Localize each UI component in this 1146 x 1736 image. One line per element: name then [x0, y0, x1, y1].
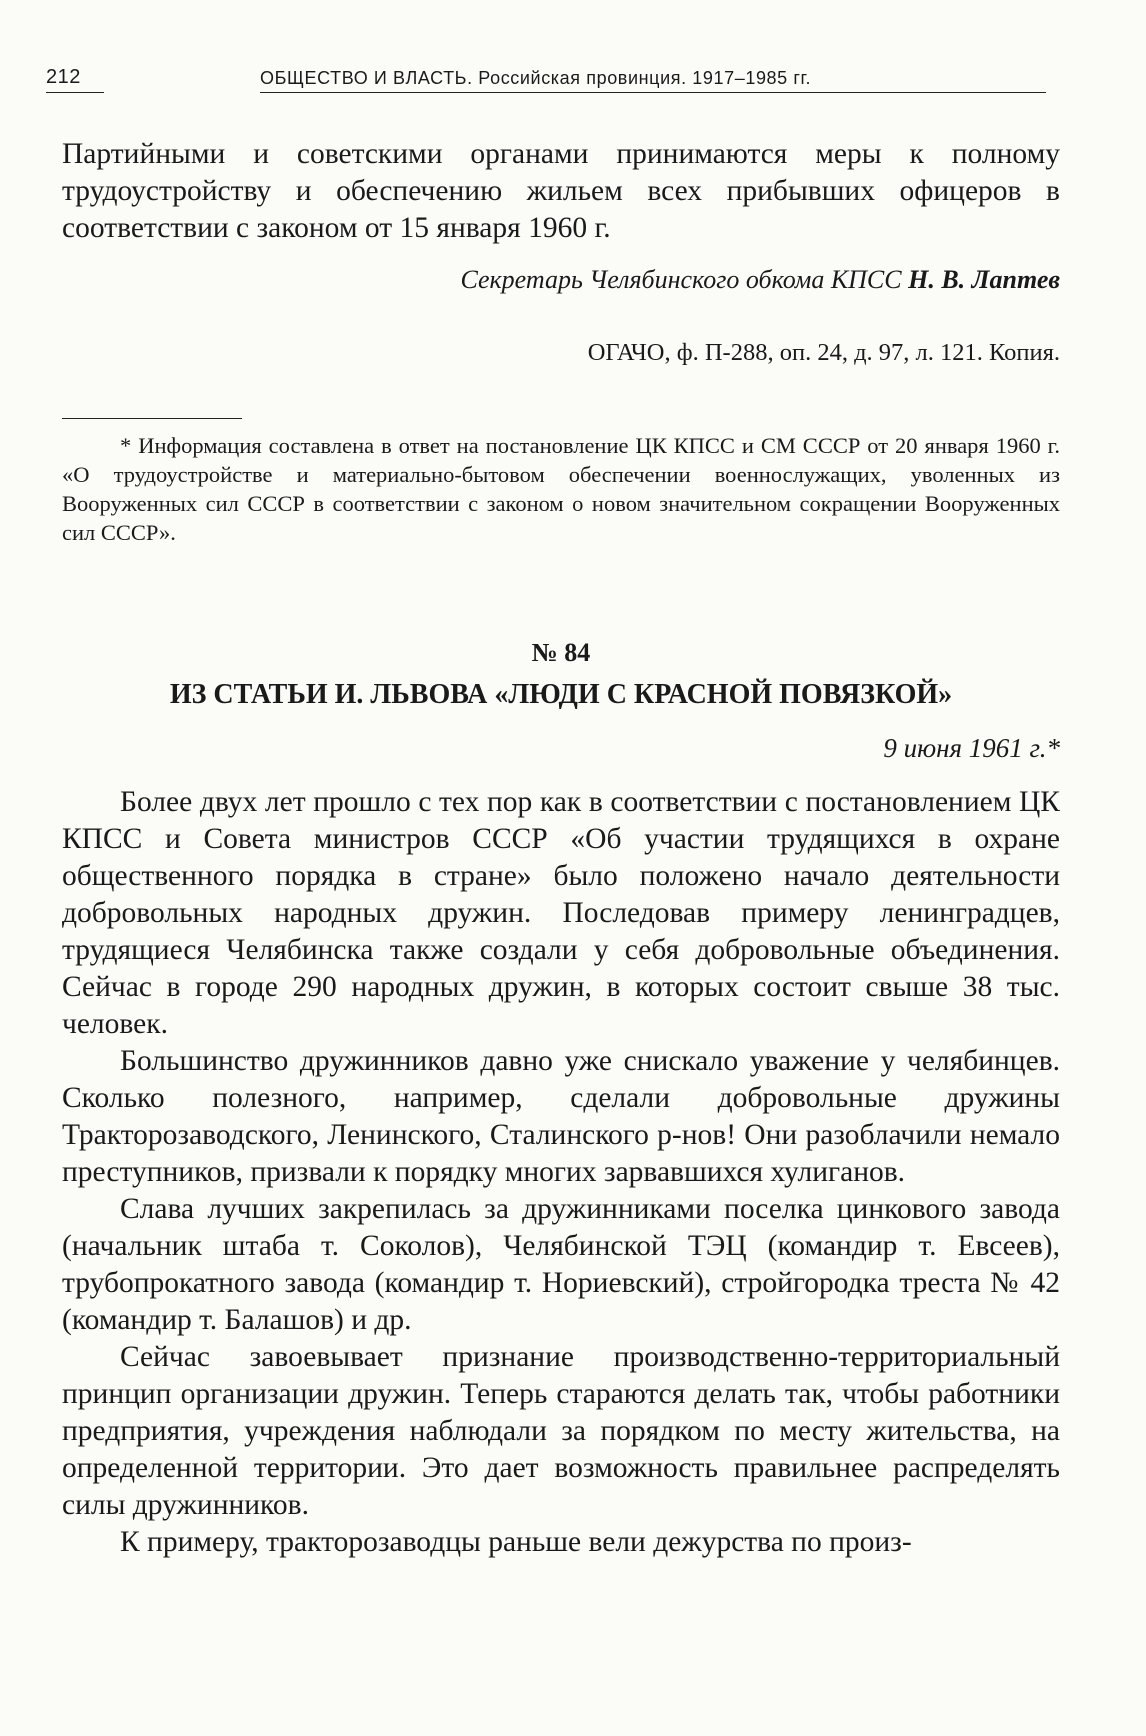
article-body [62, 784, 1060, 1561]
document-date: 9 июня 1961 г.* [883, 733, 1060, 763]
article-paragraph-4: Сейчас завоевывает признание производственно-территориальный принцип организации дружин. Теперь стараются делать так, чтобы работники предприятия, учреждения наблюдали за порядком по месту жительства, на определенной территории. Это дает возможность правильнее распределять силы дружинников. [62, 1341, 1060, 1521]
footnote-block [62, 431, 1060, 547]
document-title: ИЗ СТАТЬИ И. ЛЬВОВА «ЛЮДИ С КРАСНОЙ ПОВЯЗКОЙ» [169, 679, 953, 710]
archive-reference: ОГАЧО, ф. П-288, оп. 24, д. 97, л. 121. Копия. [587, 339, 1060, 366]
article-paragraph-5: К примеру, тракторозаводцы раньше вели дежурства по произ- [120, 1526, 912, 1558]
signature-name: Н. В. Лаптев [908, 265, 1060, 294]
header-rule [260, 92, 1046, 93]
footnote: * Информация составлена в ответ на постановление ЦК КПСС и СМ СССР от 20 января 1960 г. «О трудоустройстве и материально-бытовом обеспечении военнослужащих, уволенных из Вооруженных сил СССР в соответствии с законом о новом значительном сокращении Вооруженных сил СССР». [62, 433, 1060, 545]
article-paragraph-2: Большинство дружинников давно уже снискало уважение у челябинцев. Сколько полезного, например, сделали добровольные дружины Тракторозаводского, Ленинского, Сталинского р-нов! Они разоблачили немало преступников, призвали к порядку многих зарвавшихся хулиганов. [62, 1045, 1060, 1188]
article-paragraph-1: Более двух лет прошло с тех пор как в соответствии с постановлением ЦК КПСС и Совета министров СССР «Об участии трудящихся в охране общественного порядка в стране» было положено начало деятельности добровольных народных дружин. Последовав примеру ленинградцев, трудящиеся Челябинска также создали у себя добровольные объединения. Сейчас в городе 290 народных дружин, в которых состоит свыше 38 тыс. человек. [62, 786, 1060, 1040]
signature-line [62, 264, 1060, 296]
running-title: ОБЩЕСТВО И ВЛАСТЬ. Российская провинция. 1917–1985 гг. [260, 68, 812, 88]
page-number: 212 [46, 66, 81, 88]
intro-section [62, 136, 1060, 247]
footnote-rule [62, 418, 242, 419]
document-heading [62, 637, 1060, 765]
signature-position: Секретарь Челябинского обкома КПСС [460, 265, 902, 294]
article-paragraph-3: Слава лучших закрепилась за дружинниками поселка цинкового завода (начальник штаба т. Соколов), Челябинской ТЭЦ (командир т. Евсеев), трубопрокатного завода (командир т. Нориевский), стройгородка треста № 42 (командир т. Балашов) и др. [62, 1193, 1060, 1336]
intro-paragraph: Партийными и советскими органами принимаются меры к полному трудоустройству и обеспечению жильем всех прибывших офицеров в соответствии с законом от 15 января 1960 г. [62, 138, 1060, 244]
page-number-underline [46, 92, 104, 93]
archive-reference-block [62, 338, 1060, 368]
document-number: № 84 [531, 638, 591, 667]
page-header [46, 66, 1046, 100]
